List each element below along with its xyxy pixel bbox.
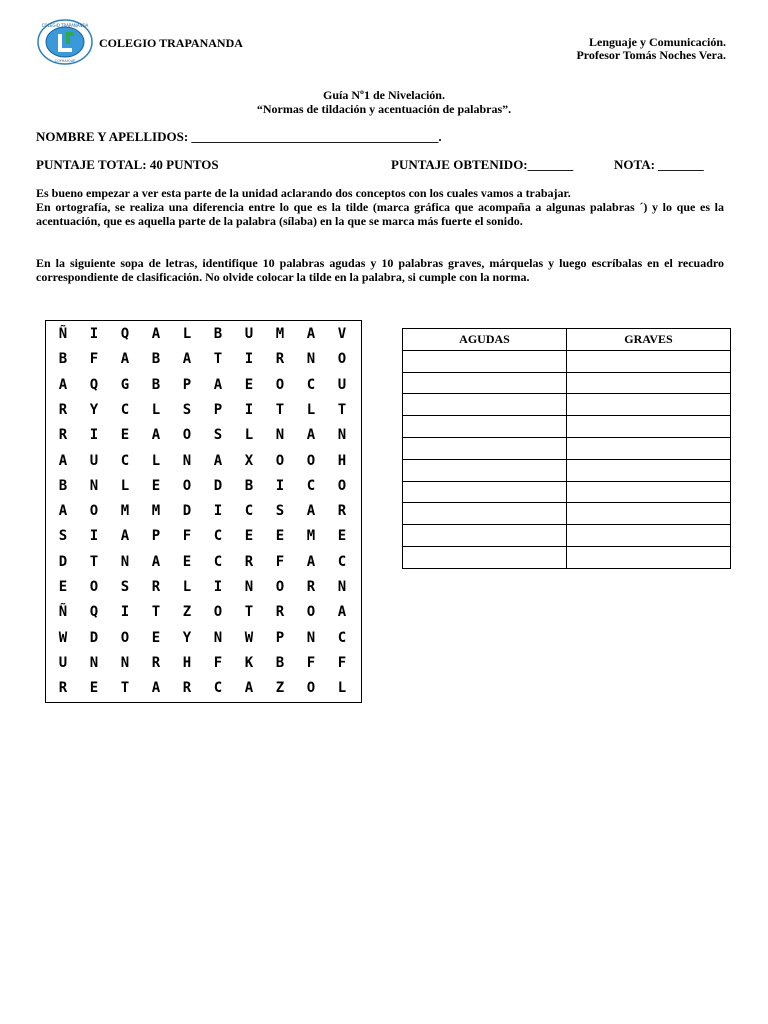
table-row [403, 350, 731, 372]
grid-letter[interactable]: S [58, 528, 68, 545]
grid-letter[interactable]: Ñ [58, 326, 68, 342]
grid-letter[interactable]: D [58, 553, 68, 570]
grave-answer-cell[interactable] [567, 459, 731, 481]
grid-letter[interactable]: R [244, 553, 254, 570]
grid-letter[interactable]: N [120, 553, 130, 570]
grid-letter[interactable]: O [182, 427, 192, 444]
grid-letter[interactable]: C [213, 528, 223, 545]
aguda-answer-cell[interactable] [403, 350, 567, 372]
grid-letter[interactable]: T [275, 401, 285, 418]
grid-letter[interactable]: F [89, 351, 99, 368]
grid-letter[interactable]: U [89, 452, 99, 469]
grid-letter[interactable]: M [275, 326, 285, 342]
grid-letter[interactable]: E [89, 680, 99, 697]
grid-letter[interactable]: R [151, 654, 161, 671]
grid-letter[interactable]: N [244, 579, 254, 595]
grid-letter[interactable]: O [213, 604, 223, 621]
grid-letter[interactable]: M [306, 528, 316, 545]
grid-letter[interactable]: O [120, 629, 130, 646]
grid-letter[interactable]: O [89, 579, 99, 595]
classification-table [402, 328, 731, 569]
grid-letter[interactable]: D [213, 477, 223, 494]
grid-letter[interactable]: N [213, 629, 223, 646]
grid-letter[interactable]: W [58, 629, 68, 646]
grid-letter[interactable]: C [337, 553, 347, 570]
table-row [403, 503, 731, 525]
grid-letter[interactable]: I [275, 477, 285, 494]
table-row [403, 546, 731, 568]
grid-letter[interactable]: A [58, 452, 68, 469]
grid-letter[interactable]: T [337, 401, 347, 418]
grid-letter[interactable]: Z [182, 604, 192, 621]
grid-letter[interactable]: C [120, 452, 130, 469]
grid-letter[interactable]: A [151, 553, 161, 570]
logo-text: COLEGIO TRAPANANDA [41, 23, 89, 28]
grid-letter[interactable]: A [120, 528, 130, 545]
aguda-answer-cell[interactable] [403, 503, 567, 525]
grid-letter[interactable]: B [151, 376, 161, 393]
name-field[interactable]: NOMBRE Y APELLIDOS: ______________________________________. [36, 129, 442, 144]
table-row [403, 459, 731, 481]
grid-letter[interactable]: Y [182, 629, 192, 646]
grid-letter[interactable]: B [275, 654, 285, 671]
worksheet-title [0, 88, 768, 116]
grid-letter[interactable]: C [213, 680, 223, 697]
grid-letter[interactable]: O [275, 579, 285, 595]
grid-letter[interactable]: S [182, 401, 192, 418]
grid-letter[interactable]: Y [89, 401, 99, 418]
title-line-2: “Normas de tildación y acentuación de palabras”. [256, 102, 512, 116]
grid-letter[interactable]: P [151, 528, 161, 545]
aguda-answer-cell[interactable] [403, 394, 567, 416]
grid-letter[interactable]: P [275, 629, 285, 646]
grid-letter[interactable]: A [337, 604, 347, 621]
grid-letter[interactable]: A [213, 452, 223, 469]
grid-letter[interactable]: R [151, 579, 161, 595]
grid-letter[interactable]: W [244, 629, 254, 646]
teacher-label: Profesor Tomás Noches Vera. [576, 48, 726, 62]
grid-letter[interactable]: N [337, 579, 347, 595]
grid-letter[interactable]: X [244, 452, 254, 469]
col-agudas-header: AGUDAS [403, 329, 567, 351]
grid-letter[interactable]: S [120, 579, 130, 595]
grid-letter[interactable]: N [306, 351, 316, 368]
grave-answer-cell[interactable] [567, 394, 731, 416]
grid-letter[interactable]: N [306, 629, 316, 646]
grid-letter[interactable]: C [337, 629, 347, 646]
page-header [36, 18, 726, 68]
grid-letter[interactable]: F [182, 528, 192, 545]
grid-letter[interactable]: L [244, 427, 254, 444]
grid-letter[interactable]: O [337, 351, 347, 368]
grid-letter[interactable]: A [58, 376, 68, 393]
grid-letter[interactable]: O [89, 503, 99, 520]
grid-letter[interactable]: M [151, 503, 161, 520]
grid-letter[interactable]: I [89, 326, 99, 342]
grid-letter[interactable]: T [120, 680, 130, 697]
grid-letter[interactable]: A [58, 503, 68, 520]
grid-letter[interactable]: Q [120, 326, 130, 342]
grade-field[interactable]: NOTA: _______ [614, 157, 704, 172]
grid-letter[interactable]: N [89, 654, 99, 671]
grid-letter[interactable]: T [151, 604, 161, 621]
obtained-score-field[interactable]: PUNTAJE OBTENIDO:_______ [391, 157, 574, 172]
table-row [403, 437, 731, 459]
aguda-answer-cell[interactable] [403, 372, 567, 394]
title-line-1: Guía Nº1 de Nivelación. [323, 88, 445, 102]
grid-letter[interactable]: E [337, 528, 347, 545]
grid-letter[interactable]: E [151, 629, 161, 646]
grave-answer-cell[interactable] [567, 525, 731, 547]
grid-letter[interactable]: U [58, 654, 68, 671]
grid-letter[interactable]: R [58, 401, 68, 418]
table-row [403, 481, 731, 503]
instruction-text: En la siguiente sopa de letras, identifique 10 palabras agudas y 10 palabras graves, márquelas y luego escríbalas en el recuadro correspondiente de clasificación. No olvide colocar la tilde en la palabra, si cumple con la norma. [36, 256, 724, 284]
grid-letter[interactable]: A [306, 427, 316, 444]
grave-answer-cell[interactable] [567, 481, 731, 503]
grid-letter[interactable]: H [337, 452, 347, 469]
table-row [403, 525, 731, 547]
grid-letter[interactable]: A [306, 553, 316, 570]
col-graves-header: GRAVES [567, 329, 731, 351]
grid-letter[interactable]: U [244, 326, 254, 342]
grid-letter[interactable]: T [89, 553, 99, 570]
grid-letter[interactable]: I [213, 503, 223, 520]
grid-letter[interactable]: Z [275, 680, 285, 697]
aguda-answer-cell[interactable] [403, 481, 567, 503]
grid-letter[interactable]: T [213, 351, 223, 368]
grid-letter[interactable]: P [182, 376, 192, 393]
grid-letter[interactable]: A [151, 326, 161, 342]
grid-letter[interactable]: E [58, 579, 68, 595]
grid-letter[interactable]: E [244, 528, 254, 545]
grid-letter[interactable]: A [306, 326, 316, 342]
grave-answer-cell[interactable] [567, 437, 731, 459]
table-row [403, 372, 731, 394]
aguda-answer-cell[interactable] [403, 459, 567, 481]
grid-letter[interactable]: F [306, 654, 316, 671]
grid-letter[interactable]: D [89, 629, 99, 646]
grid-letter[interactable]: B [58, 477, 68, 494]
grid-letter[interactable]: R [182, 680, 192, 697]
grid-letter[interactable]: M [120, 503, 130, 520]
grid-letter[interactable]: O [306, 604, 316, 621]
grid-letter[interactable]: F [337, 654, 347, 671]
grid-letter[interactable]: I [89, 427, 99, 444]
grid-letter[interactable]: N [89, 477, 99, 494]
table-row [403, 394, 731, 416]
grid-letter[interactable]: O [182, 477, 192, 494]
grid-letter[interactable]: N [275, 427, 285, 444]
grid-letter[interactable]: B [151, 351, 161, 368]
grid-letter[interactable]: G [120, 376, 130, 393]
table-row [403, 416, 731, 438]
intro-line-1: Es bueno empezar a ver esta parte de la unidad aclarando dos conceptos con los cuales vamos a trabajar. [36, 186, 571, 200]
grid-letter[interactable]: L [182, 326, 192, 342]
grid-letter[interactable]: D [182, 503, 192, 520]
grid-letter[interactable]: R [58, 680, 68, 697]
grid-letter[interactable]: I [120, 604, 130, 621]
aguda-answer-cell[interactable] [403, 416, 567, 438]
grid-letter[interactable]: R [275, 351, 285, 368]
header-right [576, 36, 726, 62]
grid-letter[interactable]: B [244, 477, 254, 494]
grid-letter[interactable]: A [182, 351, 192, 368]
grave-answer-cell[interactable] [567, 350, 731, 372]
logo-subtext: COYHAIQUE [54, 59, 76, 63]
grid-letter[interactable]: R [337, 503, 347, 520]
word-search-grid[interactable] [45, 320, 362, 703]
grid-letter[interactable]: L [151, 452, 161, 469]
grave-answer-cell[interactable] [567, 546, 731, 568]
grid-letter[interactable]: R [275, 604, 285, 621]
grid-letter[interactable]: A [151, 680, 161, 697]
grid-letter[interactable]: T [244, 604, 254, 621]
total-score-label: PUNTAJE TOTAL: 40 PUNTOS [36, 157, 219, 172]
grid-letter[interactable]: H [182, 654, 192, 671]
grid-letter[interactable]: E [120, 427, 130, 444]
school-name: COLEGIO TRAPANANDA [99, 36, 243, 50]
grid-letter[interactable]: L [306, 401, 316, 418]
grid-letter[interactable]: O [306, 680, 316, 697]
grid-letter[interactable]: L [182, 579, 192, 595]
grid-letter[interactable]: C [213, 553, 223, 570]
grid-letter[interactable]: B [213, 326, 223, 342]
grid-letter[interactable]: I [244, 351, 254, 368]
grid-letter[interactable]: R [58, 427, 68, 444]
subject-label: Lenguaje y Comunicación. [588, 35, 726, 49]
grid-letter[interactable]: O [337, 477, 347, 494]
grid-letter[interactable]: F [213, 654, 223, 671]
grid-letter[interactable]: L [337, 680, 347, 697]
grid-letter[interactable]: E [151, 477, 161, 494]
grid-letter[interactable]: A [151, 427, 161, 444]
grid-letter[interactable]: Q [89, 604, 99, 621]
grid-letter[interactable]: I [213, 579, 223, 595]
grid-letter[interactable]: C [244, 503, 254, 520]
grid-letter[interactable]: A [244, 680, 254, 697]
grid-letter[interactable]: Ñ [58, 604, 68, 621]
grave-answer-cell[interactable] [567, 416, 731, 438]
grid-letter[interactable]: B [58, 351, 68, 368]
school-logo-icon [36, 18, 94, 66]
grid-letter[interactable]: O [275, 452, 285, 469]
grid-letter[interactable]: E [244, 376, 254, 393]
grid-letter[interactable]: V [337, 326, 347, 342]
grave-answer-cell[interactable] [567, 503, 731, 525]
grid-letter[interactable]: A [120, 351, 130, 368]
grid-letter[interactable]: U [337, 376, 347, 393]
grid-letter[interactable]: A [213, 376, 223, 393]
grid-letter[interactable]: C [120, 401, 130, 418]
grid-letter[interactable]: C [306, 376, 316, 393]
grid-letter[interactable]: R [306, 579, 316, 595]
grid-letter[interactable]: S [275, 503, 285, 520]
grid-letter[interactable]: E [182, 553, 192, 570]
grid-letter[interactable]: A [306, 503, 316, 520]
grid-letter[interactable]: O [275, 376, 285, 393]
grid-letter[interactable]: I [89, 528, 99, 545]
grid-letter[interactable]: K [244, 654, 254, 671]
intro-text [36, 186, 724, 228]
grave-answer-cell[interactable] [567, 372, 731, 394]
grid-letter[interactable]: E [275, 528, 285, 545]
grid-letter[interactable]: S [213, 427, 223, 444]
aguda-answer-cell[interactable] [403, 437, 567, 459]
grid-letter[interactable]: F [275, 553, 285, 570]
grid-letter[interactable]: N [337, 427, 347, 444]
grid-letter[interactable]: L [120, 477, 130, 494]
grid-letter[interactable]: I [244, 401, 254, 418]
intro-paragraph: En ortografía, se realiza una diferencia entre lo que es la tilde (marca gráfica que acompaña a algunas palabras ´) y lo que es la acentuación, que es aquella parte de la palabra (sílaba) en la que se marca más fuerte el sonido. [36, 200, 724, 228]
grid-letter[interactable]: L [151, 401, 161, 418]
grid-letter[interactable]: O [306, 452, 316, 469]
grid-letter[interactable]: Q [89, 376, 99, 393]
grid-letter[interactable]: N [120, 654, 130, 671]
aguda-answer-cell[interactable] [403, 546, 567, 568]
grid-letter[interactable]: C [306, 477, 316, 494]
grid-letter[interactable]: P [213, 401, 223, 418]
grid-letter[interactable]: N [182, 452, 192, 469]
aguda-answer-cell[interactable] [403, 525, 567, 547]
